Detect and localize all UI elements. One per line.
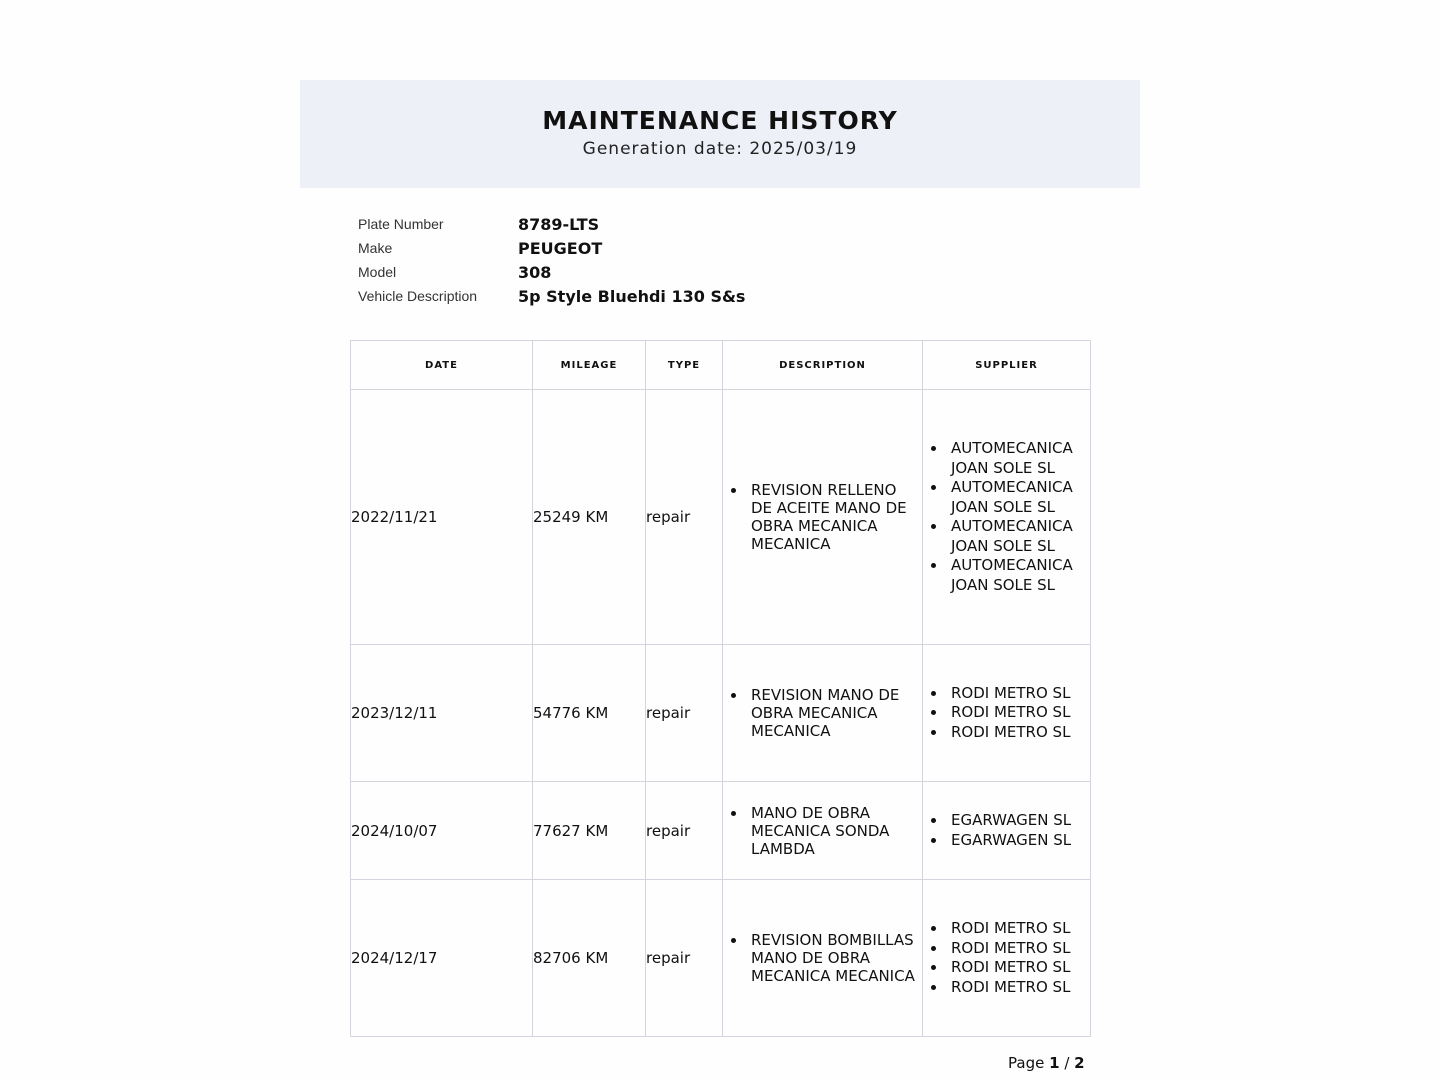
table-row [351,880,1091,1037]
maintenance-table [350,340,1091,1037]
make-value: PEUGEOT [518,238,603,258]
cell-type: repair [646,645,723,782]
plate-number-value: 8789-LTS [518,214,600,234]
page-current: 1 [1049,1054,1060,1072]
vehicle-info-row [358,284,745,308]
model-value: 308 [518,262,552,282]
cell-type: repair [646,880,723,1037]
cell-mileage: 25249 KM [533,390,646,645]
cell-description [723,782,923,880]
cell-supplier [923,782,1091,880]
cell-supplier [923,645,1091,782]
cell-mileage: 82706 KM [533,880,646,1037]
column-header-supplier: SUPPLIER [923,341,1091,390]
vehicle-info-row [358,212,745,236]
cell-date: 2023/12/11 [351,645,533,782]
generation-date: Generation date: 2025/03/19 [582,139,858,159]
supplier-item: • EGARWAGEN SL [947,831,1090,851]
cell-supplier [923,390,1091,645]
supplier-item: • AUTOMECANICA JOAN SOLE SL [947,517,1090,556]
cell-description [723,880,923,1037]
supplier-item: • RODI METRO SL [947,919,1090,939]
table-row [351,645,1091,782]
description-item: • REVISION RELLENO DE ACEITE MANO DE OBRA MECANICA MECANICA [747,481,922,553]
table-header-row [351,341,1091,390]
page-indicator [1008,1054,1085,1072]
supplier-item: • RODI METRO SL [947,958,1090,978]
model-label: Model [358,264,397,280]
page-total: 2 [1074,1054,1085,1072]
supplier-item: • RODI METRO SL [947,723,1090,743]
column-header-description: DESCRIPTION [723,341,923,390]
page-title: MAINTENANCE HISTORY [542,106,898,135]
cell-mileage: 54776 KM [533,645,646,782]
column-header-mileage: MILEAGE [533,341,646,390]
cell-description [723,390,923,645]
cell-date: 2022/11/21 [351,390,533,645]
table-row [351,782,1091,880]
supplier-item: • AUTOMECANICA JOAN SOLE SL [947,439,1090,478]
vehicle-info-row [358,260,745,284]
supplier-item: • RODI METRO SL [947,703,1090,723]
page-prefix: Page [1008,1054,1045,1072]
cell-type: repair [646,390,723,645]
supplier-item: • RODI METRO SL [947,939,1090,959]
supplier-item: • EGARWAGEN SL [947,811,1090,831]
page-separator: / [1064,1054,1070,1072]
supplier-item: • RODI METRO SL [947,978,1090,998]
vehicle-info [358,212,745,308]
cell-type: repair [646,782,723,880]
cell-description [723,645,923,782]
cell-date: 2024/12/17 [351,880,533,1037]
column-header-type: TYPE [646,341,723,390]
vehicle-description-value: 5p Style Bluehdi 130 S&s [518,286,746,306]
plate-number-label: Plate Number [358,216,444,232]
supplier-item: • AUTOMECANICA JOAN SOLE SL [947,478,1090,517]
cell-date: 2024/10/07 [351,782,533,880]
vehicle-info-row [358,236,745,260]
supplier-item: • RODI METRO SL [947,684,1090,704]
description-item: • REVISION MANO DE OBRA MECANICA MECANICA [747,686,922,740]
column-header-date: DATE [351,341,533,390]
description-item: • MANO DE OBRA MECANICA SONDA LAMBDA [747,804,922,858]
make-label: Make [358,240,393,256]
supplier-item: • AUTOMECANICA JOAN SOLE SL [947,556,1090,595]
description-item: • REVISION BOMBILLAS MANO DE OBRA MECANICA MECANICA [747,931,922,985]
table-row [351,390,1091,645]
vehicle-description-label: Vehicle Description [358,288,478,304]
cell-supplier [923,880,1091,1037]
header-band [300,80,1140,188]
cell-mileage: 77627 KM [533,782,646,880]
